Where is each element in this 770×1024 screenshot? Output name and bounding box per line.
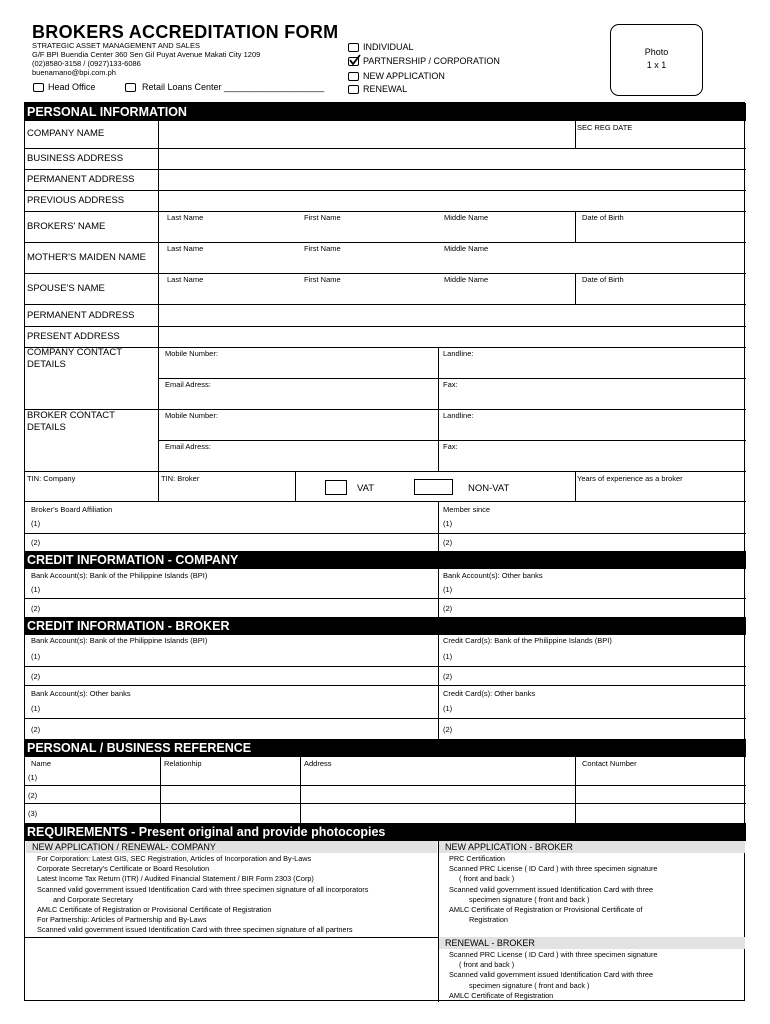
- broker-middle-name[interactable]: Middle Name: [444, 213, 489, 222]
- board-item-1[interactable]: (1): [31, 519, 41, 528]
- nonvat-label: NON-VAT: [468, 483, 510, 494]
- member-since-label: Member since: [443, 505, 491, 514]
- broker-bpi-bank-label: Bank Account(s): Bank of the Philippine Islands (BPI): [31, 636, 208, 645]
- photo-box[interactable]: [610, 24, 703, 96]
- business-address-field[interactable]: [159, 149, 745, 168]
- business-address-label: BUSINESS ADDRESS: [27, 153, 124, 164]
- broker-bpi-card-2[interactable]: (2): [443, 672, 453, 681]
- company-other-2[interactable]: (2): [443, 604, 453, 613]
- new-application-label: NEW APPLICATION: [363, 71, 445, 81]
- org-phone: (02)8580-3158 / (0927)133-6086: [32, 59, 141, 68]
- broker-email-label[interactable]: Email Adress:: [165, 442, 211, 451]
- broker-req-item: Scanned PRC License ( ID Card ) with three specimen signature: [449, 864, 658, 874]
- company-name-label: COMPANY NAME: [27, 128, 105, 139]
- broker-other-card-label: Credit Card(s): Other banks: [443, 689, 536, 698]
- broker-bpi-bank-1[interactable]: (1): [31, 652, 41, 661]
- tin-broker-label[interactable]: TIN: Broker: [161, 474, 200, 483]
- broker-req-item: AMLC Certificate of Registration or Provisional Certificate of: [449, 905, 643, 915]
- broker-bpi-card-1[interactable]: (1): [443, 652, 453, 661]
- present-address-field[interactable]: [159, 327, 745, 346]
- spouse-middle-name[interactable]: Middle Name: [444, 275, 489, 284]
- company-req-item: Scanned valid government issued Identification Card with three specimen signature of all partners: [37, 925, 353, 935]
- org-name: STRATEGIC ASSET MANAGEMENT AND SALES: [32, 41, 200, 50]
- individual-checkbox[interactable]: [348, 43, 359, 52]
- ref-contact-label: Contact Number: [582, 759, 637, 768]
- org-address: G/F BPI Buendia Center 360 Sen Gil Puyat Avenue Makati City 1209: [32, 50, 261, 59]
- individual-label: INDIVIDUAL: [363, 42, 414, 52]
- new-application-checkbox[interactable]: [348, 72, 359, 81]
- mother-last-name[interactable]: Last Name: [167, 244, 204, 253]
- broker-first-name[interactable]: First Name: [304, 213, 341, 222]
- head-office-label: Head Office: [48, 82, 96, 92]
- company-fax-label[interactable]: Fax:: [443, 380, 458, 389]
- ref-row-1[interactable]: (1): [28, 773, 38, 782]
- broker-req-item: PRC Certification: [449, 854, 505, 863]
- broker-other-card-1[interactable]: (1): [443, 704, 453, 713]
- company-req-head: NEW APPLICATION / RENEWAL- COMPANY: [26, 841, 437, 853]
- company-bpi-bank-label: Bank Account(s): Bank of the Philippine Islands (BPI): [31, 571, 208, 580]
- company-req-item: AMLC Certificate of Registration or Provisional Certificate of Registration: [37, 905, 272, 915]
- years-experience-label[interactable]: Years of experience as a broker: [577, 474, 683, 483]
- renewal-req-item: AMLC Certificate of Registration: [449, 990, 554, 1000]
- broker-dob[interactable]: Date of Birth: [582, 213, 624, 222]
- broker-fax-label[interactable]: Fax:: [443, 442, 458, 451]
- broker-bpi-card-label: Credit Card(s): Bank of the Philippine Islands (BPI): [443, 636, 612, 645]
- member-since-1[interactable]: (1): [443, 519, 453, 528]
- ref-row-3[interactable]: (3): [28, 809, 38, 818]
- company-mobile-label[interactable]: Mobile Number:: [165, 349, 218, 358]
- broker-req-head: NEW APPLICATION - BROKER: [439, 841, 745, 853]
- brokers-name-label: BROKERS' NAME: [27, 221, 106, 232]
- ref-relationship-label: Relationhip: [164, 759, 202, 768]
- company-bpi-1[interactable]: (1): [31, 585, 41, 594]
- renewal-req-item: ( front and back ): [459, 960, 515, 970]
- renewal-req-item: Scanned valid government issued Identification Card with three: [449, 970, 654, 980]
- renewal-req-item: Scanned PRC License ( ID Card ) with three specimen signature: [449, 950, 658, 959]
- company-landline-label[interactable]: Landline:: [443, 349, 474, 358]
- ref-name-label: Name: [31, 759, 52, 768]
- requirements-header: REQUIREMENTS - Present original and provide photocopies: [25, 823, 746, 841]
- company-name-field[interactable]: [159, 122, 574, 147]
- broker-landline-label[interactable]: Landline:: [443, 411, 474, 420]
- sec-reg-label: SEC REG DATE: [577, 123, 633, 132]
- broker-req-item: specimen signature ( front and back ): [469, 894, 590, 904]
- previous-address-field[interactable]: [159, 191, 745, 210]
- company-req-item: Latest Income Tax Return (ITR) / Audited Financial Statement / BIR Form 2303 (Corp): [37, 874, 314, 884]
- tin-company-label[interactable]: TIN: Company: [27, 474, 76, 483]
- broker-req-item: ( front and back ): [459, 874, 515, 884]
- spouses-name-label: SPOUSE'S NAME: [27, 283, 105, 294]
- permanent-address2-label: PERMANENT ADDRESS: [27, 310, 135, 321]
- personal-info-header: PERSONAL INFORMATION: [25, 103, 746, 121]
- spouse-dob[interactable]: Date of Birth: [582, 275, 624, 284]
- partnership-label: PARTNERSHIP / CORPORATION: [363, 56, 500, 66]
- photo-size: 1 x 1: [646, 60, 667, 70]
- company-req-list: [37, 854, 437, 936]
- photo-label: Photo: [644, 47, 669, 57]
- renewal-checkbox[interactable]: [348, 85, 359, 94]
- permanent-address2-field[interactable]: [159, 305, 745, 325]
- previous-address-label: PREVIOUS ADDRESS: [27, 195, 125, 206]
- broker-other-bank-1[interactable]: (1): [31, 704, 41, 713]
- company-contact-label: COMPANY CONTACT DETAILS: [27, 347, 122, 370]
- nonvat-checkbox[interactable]: [414, 479, 453, 495]
- renewal-req-item: specimen signature ( front and back ): [469, 980, 590, 990]
- broker-bpi-bank-2[interactable]: (2): [31, 672, 41, 681]
- broker-req-item: Registration: [469, 915, 508, 925]
- broker-req-list: [449, 854, 745, 925]
- broker-other-card-2[interactable]: (2): [443, 725, 453, 734]
- broker-other-bank-2[interactable]: (2): [31, 725, 41, 734]
- company-req-item: Corporate Secretary's Certificate or Board Resolution: [37, 864, 210, 874]
- broker-contact-label: BROKER CONTACT DETAILS: [27, 410, 115, 433]
- broker-req-item: Scanned valid government issued Identification Card with three: [449, 884, 654, 894]
- broker-mobile-label[interactable]: Mobile Number:: [165, 411, 218, 420]
- retail-checkbox[interactable]: [125, 83, 136, 92]
- company-req-item: For Partnership: Articles of Partnership and By-Laws: [37, 915, 207, 925]
- board-affiliation-label: Broker's Board Affiliation: [31, 505, 113, 514]
- vat-checkbox[interactable]: [325, 480, 347, 495]
- company-req-item: and Corporate Secretary: [53, 894, 133, 904]
- credit-company-header: CREDIT INFORMATION - COMPANY: [25, 551, 746, 569]
- board-item-2[interactable]: (2): [31, 538, 41, 547]
- vat-label: VAT: [357, 483, 375, 494]
- checkmark-icon: [348, 54, 362, 66]
- company-other-1[interactable]: (1): [443, 585, 453, 594]
- form-title: BROKERS ACCREDITATION FORM: [32, 22, 339, 42]
- form-body: [24, 102, 745, 1001]
- retail-label: Retail Loans Center ____________________: [142, 82, 325, 92]
- permanent-address-label: PERMANENT ADDRESS: [27, 174, 135, 185]
- member-since-2[interactable]: (2): [443, 538, 453, 547]
- mothers-name-label: MOTHER'S MAIDEN NAME: [27, 252, 146, 263]
- broker-other-bank-label: Bank Account(s): Other banks: [31, 689, 131, 698]
- ref-address-label: Address: [304, 759, 332, 768]
- ref-row-2[interactable]: (2): [28, 791, 38, 800]
- partnership-checkbox[interactable]: [348, 57, 359, 66]
- renewal-req-list: [449, 950, 745, 1001]
- spouse-last-name[interactable]: Last Name: [167, 275, 204, 284]
- broker-last-name[interactable]: Last Name: [167, 213, 204, 222]
- spouse-first-name[interactable]: First Name: [304, 275, 341, 284]
- company-bpi-2[interactable]: (2): [31, 604, 41, 613]
- renewal-label: RENEWAL: [363, 84, 408, 94]
- company-email-label[interactable]: Email Adress:: [165, 380, 211, 389]
- company-req-item: For Corporation: Latest GIS, SEC Registration, Articles of Incorporation and By-Laws: [37, 854, 312, 863]
- reference-header: PERSONAL / BUSINESS REFERENCE: [25, 739, 746, 757]
- org-email: buenamano@bpi.com.ph: [32, 68, 116, 77]
- head-office-checkbox[interactable]: [33, 83, 44, 92]
- credit-broker-header: CREDIT INFORMATION - BROKER: [25, 617, 746, 635]
- present-address-label: PRESENT ADDRESS: [27, 331, 120, 342]
- company-other-bank-label: Bank Account(s): Other banks: [443, 571, 543, 580]
- mother-middle-name[interactable]: Middle Name: [444, 244, 489, 253]
- permanent-address-field[interactable]: [159, 170, 745, 189]
- company-req-item: Scanned valid government issued Identification Card with three specimen signature of all incorporators: [37, 884, 369, 894]
- renewal-req-head: RENEWAL - BROKER: [439, 937, 745, 949]
- mother-first-name[interactable]: First Name: [304, 244, 341, 253]
